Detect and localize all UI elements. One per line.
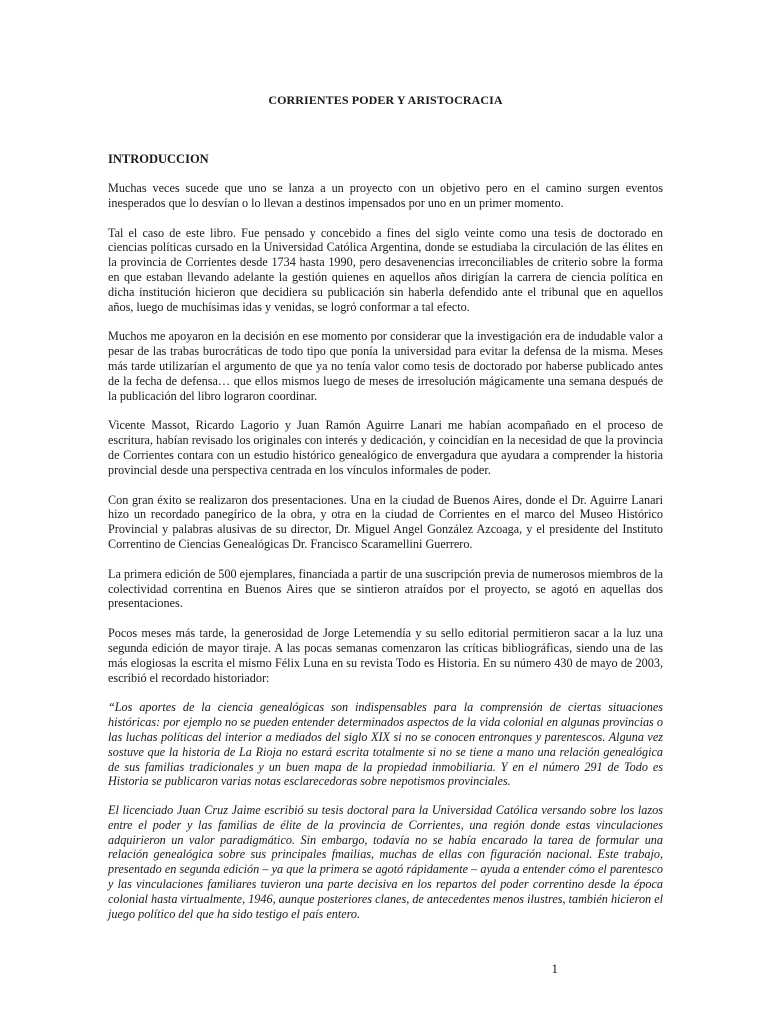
paragraph: Tal el caso de este libro. Fue pensado y concebido a fines del siglo veinte como una tesis de doctorado en ciencias políticas cursado en la Universidad Católica Argentina, donde se estudiaba la circulación de las élites en la provincia de Corrientes desde 1734 hasta 1990, pero desavenencias irreconciliables de criterio sobre la forma en que estaban llevando adelante la gestión quienes en aquellos años dirigían la carrera de ciencia política en dicha institución hicieron que decidiera su publicación sin haberla defendido ante el tribunal que en aquellos años, luego de muchísimas idas y venidas, se logró conformar a tal efecto. [108,225,663,314]
quote-paragraph: El licenciado Juan Cruz Jaime escribió su tesis doctoral para la Universidad Católica versando sobre los lazos entre el poder y las familias de élite de la provincia de Corrientes, una región donde estas vinculaciones adquirieron un valor paradigmático. Sin embargo, todavía no se había encarado la tarea de formular una relación genealógica sobre sus principales fmailias, muchas de ellas con figuración nacional. Este trabajo, presentado en segunda edición – ya que la primera se agotó rápidamente – ayuda a entender cómo el parentesco y las vinculaciones familiares tuvieron una parte decisiva en los repartos del poder correntino desde la época colonial hasta virtualmente, 1946, aunque posteriores clanes, de antecedentes menos ilustres, también hicieron el juego político del que ha sido testigo el país entero. [108,803,663,921]
paragraph: Muchos me apoyaron en la decisión en ese momento por considerar que la investigación era de indudable valor a pesar de las trabas burocráticas de todo tipo que ponía la universidad para evitar la defensa de la misma. Meses más tarde utilizarían el argumento de que ya no tenía valor como tesis de doctorado por haberse publicado antes de la fecha de defensa… que ellos mismos luego de meses de irresolución mágicamente una semana después de la publicación del libro lograron coordinar. [108,329,663,403]
document-page [108,0,663,1024]
document-title: CORRIENTES PODER Y ARISTOCRACIA [268,93,503,107]
paragraph: Vicente Massot, Ricardo Lagorio y Juan Ramón Aguirre Lanari me habían acompañado en el proceso de escritura, habían revisado los originales con interés y dedicación, y coincidían en la necesidad de que la provincia de Corrientes contara con un estudio histórico genealógico de envergadura que ayudara a comprender la historia provincial desde una perspectiva centrada en los vínculos informales de poder. [108,418,663,477]
paragraph: Con gran éxito se realizaron dos presentaciones. Una en la ciudad de Buenos Aires, donde el Dr. Aguirre Lanari hizo un recordado panegírico de la obra, y otra en la ciudad de Corrientes en el marco del Museo Histórico Provincial y palabras alusivas de su director, Dr. Miguel Angel González Azcoaga, y el presidente del Instituto Correntino de Ciencias Genealógicas Dr. Francisco Scaramellini Guerrero. [108,492,663,551]
paragraph: Muchas veces sucede que uno se lanza a un proyecto con un objetivo pero en el camino surgen eventos inesperados que lo desvían o lo llevan a destinos impensados por uno en un primer momento. [108,181,663,210]
paragraph: La primera edición de 500 ejemplares, financiada a partir de una suscripción previa de numerosos miembros de la colectividad correntina en Buenos Aires que se sintieron atraídos por el proyecto, se agotó en aquellas dos presentaciones. [108,566,664,611]
paragraph: Pocos meses más tarde, la generosidad de Jorge Letemendía y su sello editorial permitieron sacar a la luz una segunda edición de mayor tiraje. A las pocas semanas comenzaron las críticas bibliográficas, siendo una de las más elogiosas la escrita el mismo Félix Luna en su revista Todo es Historia. En su número 430 de mayo de 2003, escribió el recordado historiador: [108,626,663,685]
document-body [108,181,663,935]
page-number: 1 [551,961,558,976]
quote-paragraph: “Los aportes de la ciencia genealógicas son indispensables para la comprensión de ciertas situaciones históricas: por ejemplo no se pueden entender determinados aspectos de la vida colonial en algunas provincias o las luchas políticas del interior a mediados del siglo XIX si no se conocen entronques y parentescos. Alguna vez sostuve que la historia de La Rioja no estará escrita totalmente si no se tiene a mano una relación genealógica de sus familias tradicionales y un buen mapa de la propiedad inmobiliaria. Y en el número 291 de Todo es Historia se publicaron varias notas esclarecedoras sobre nepotismos provinciales. [108,700,663,789]
section-heading: INTRODUCCION [108,152,209,166]
